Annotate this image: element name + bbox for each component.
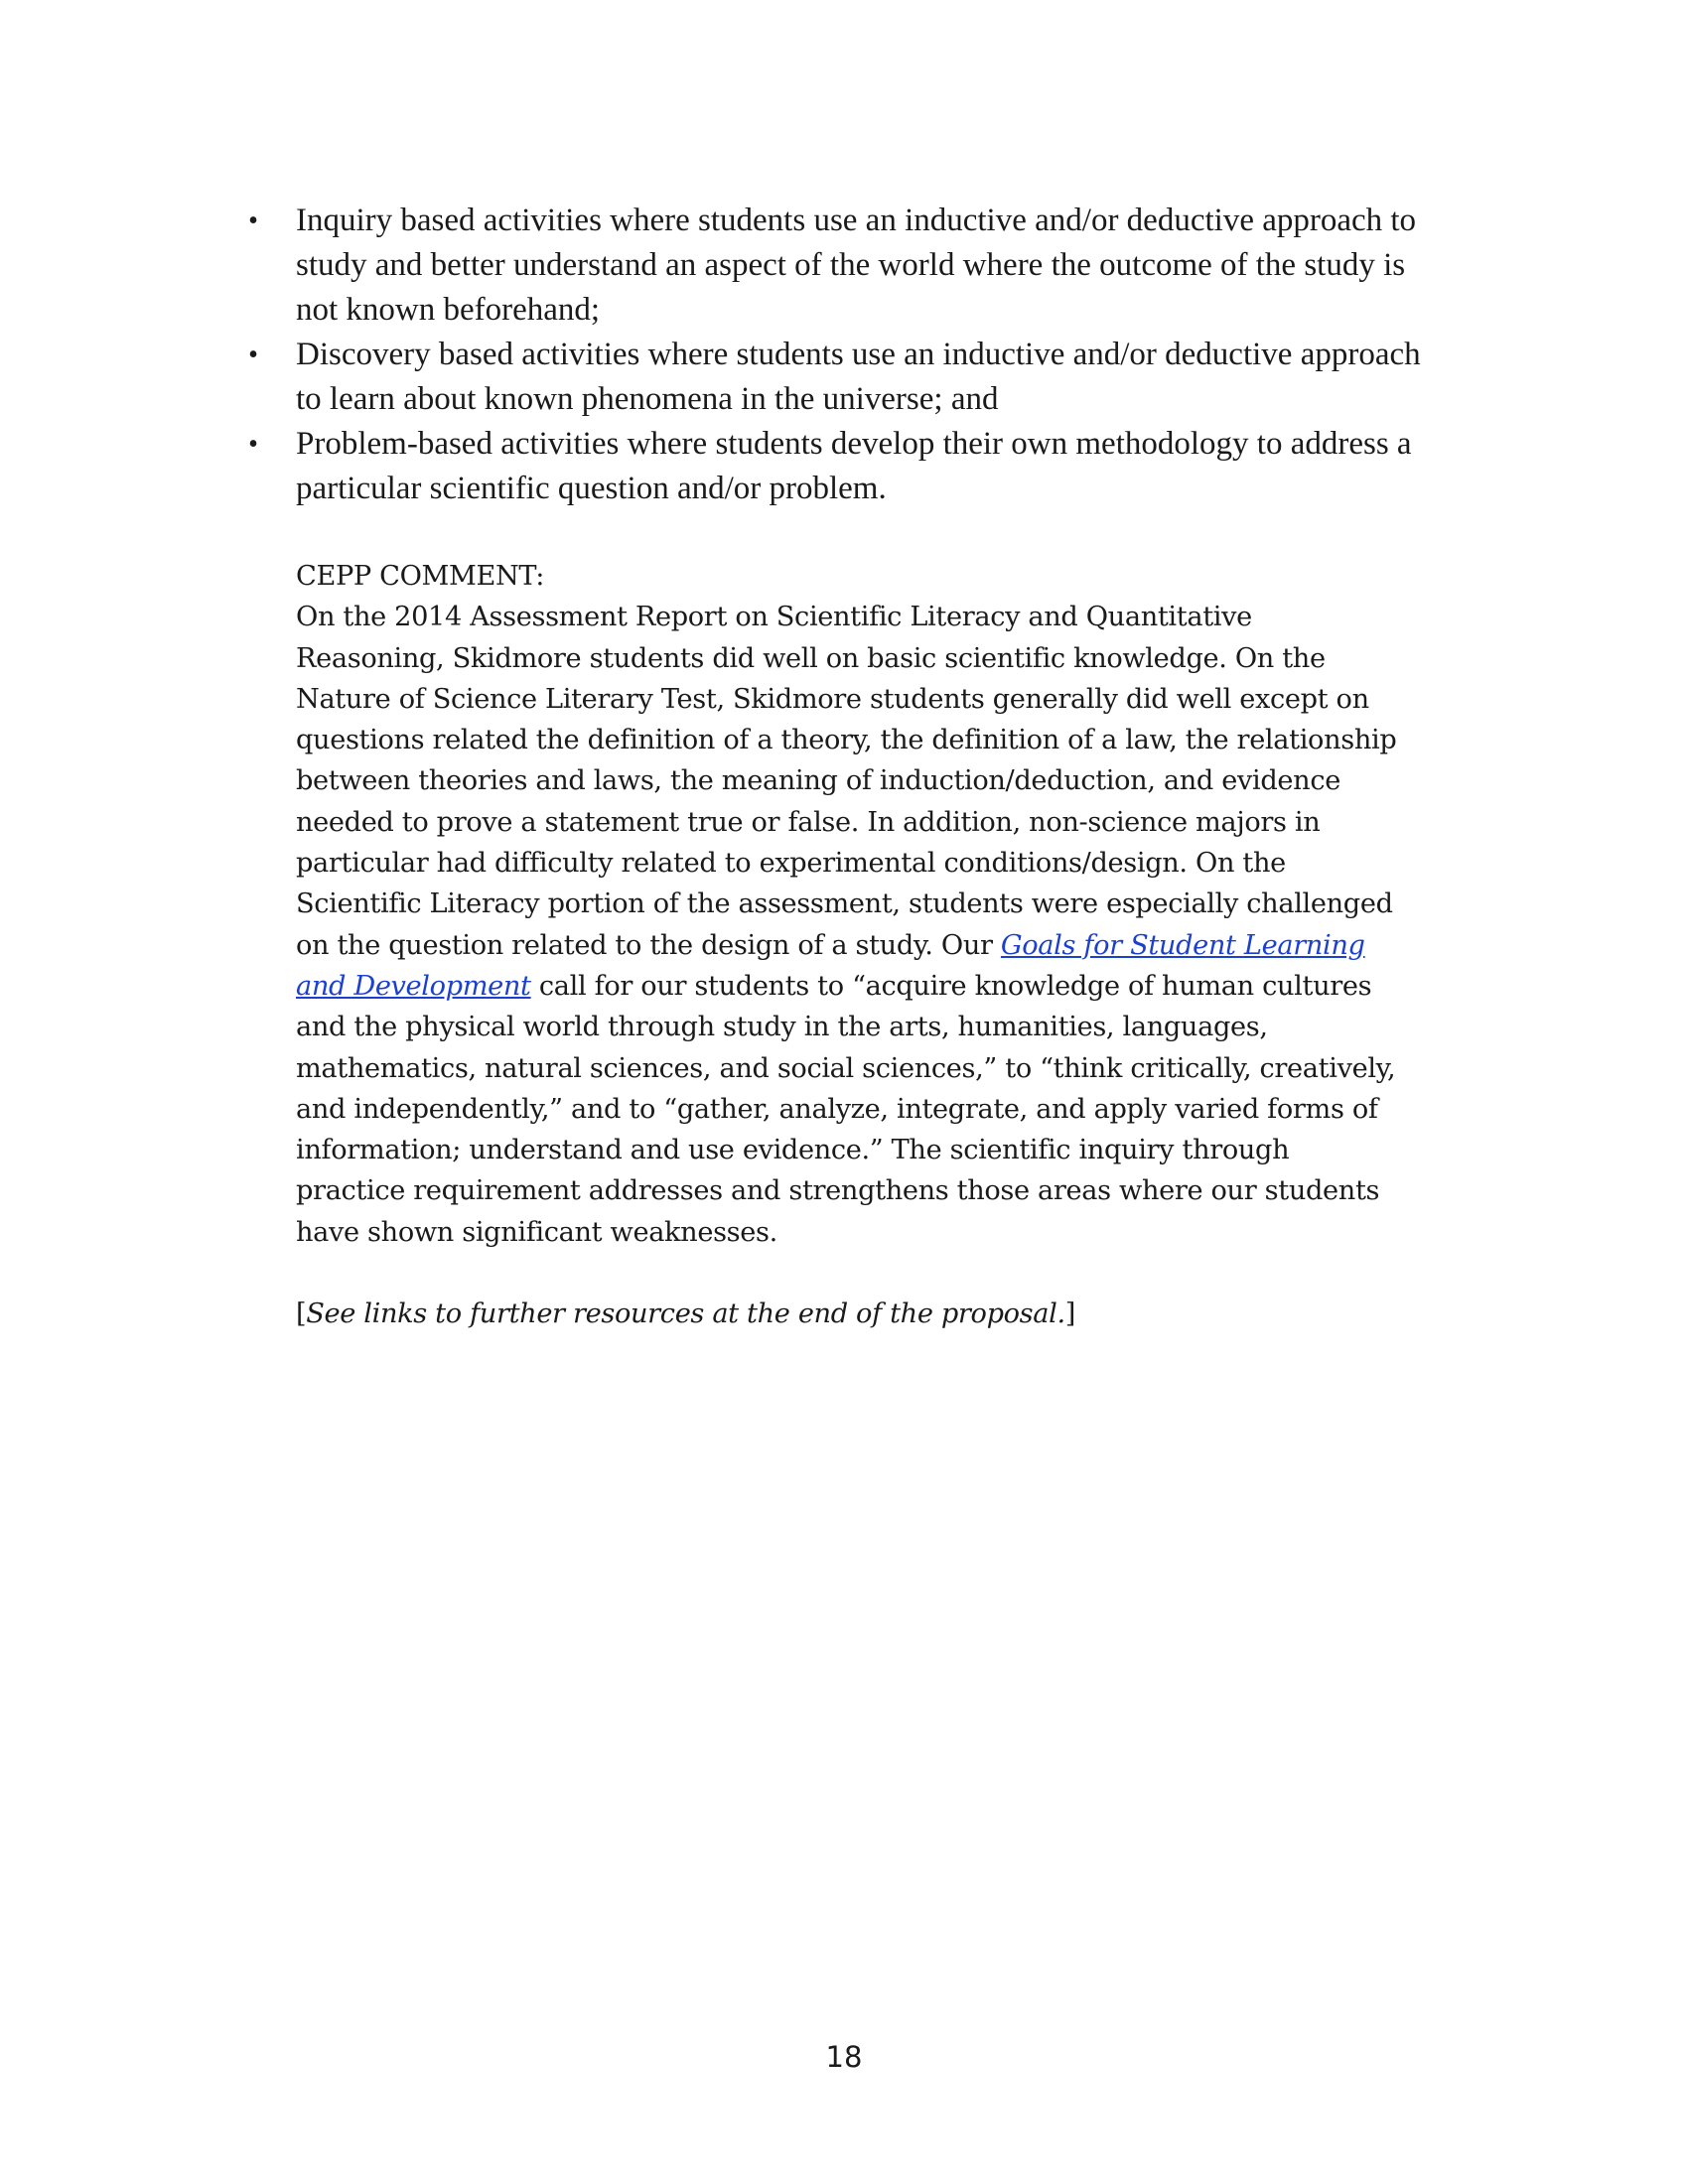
bullet-text: Problem-based activities where students develop their own methodology to address a particular scientific question and/or problem. [296,426,1412,506]
comment-body-text: On the 2014 Assessment Report on Scientific Literacy and Quantitative Reasoning, Skidmore students did well on basic scientific knowledge. On the Nature of Science Literary Test, Skidmore students generally did well except on questions related the definition of a theory, the definition of a law, the relationship between theories and laws, the meaning of induction/deduction, and evidence needed to prove a statement true or false. In addition, non-science majors in particular had difficulty related to experimental conditions/design. On the Scientific Literacy portion of the assessment, students were especially challenged on the question related to the design of a study. Our [296,602,1397,961]
activity-bullet-list [243,199,1435,511]
bullet-text: Inquiry based activities where students use an inductive and/or deductive approach to study and better understand an aspect of the world where the outcome of the study is not known beforehand; [296,203,1417,328]
comment-body-text-continued: call for our students to “acquire knowledge of human cultures and the physical world through study in the arts, humanities, languages, mathematics, natural sciences, and social sciences,” to “think critically, creatively, and independently,” and to “gather, analyze, integrate, and apply varied forms of information; understand and use evidence.” The scientific inquiry through practice requirement addresses and strengthens those areas where our students have shown significant weaknesses. [296,970,1396,1248]
cepp-comment-heading: CEPP COMMENT: [296,561,545,592]
bullet-icon: • [248,205,258,236]
bullet-text: Discovery based activities where students use an inductive and/or deductive approach to learn about known phenomena in the universe; and [296,337,1421,417]
note-close-bracket: ] [1064,1298,1076,1330]
cepp-comment-section [296,556,1398,1334]
further-resources-note [296,1294,1398,1334]
bullet-icon: • [248,340,258,370]
bullet-icon: • [248,429,258,460]
goals-for-student-learning-link[interactable]: Goals for Student Learning and Development [296,929,1365,1002]
note-open-bracket: [ [296,1298,307,1330]
page-number: 18 [825,2040,863,2074]
bullet-item-discovery [243,333,1435,422]
note-text: See links to further resources at the end of the proposal. [306,1298,1065,1330]
cepp-comment-body [296,597,1398,1253]
bullet-item-problem-based [243,422,1435,511]
bullet-item-inquiry [243,199,1435,333]
